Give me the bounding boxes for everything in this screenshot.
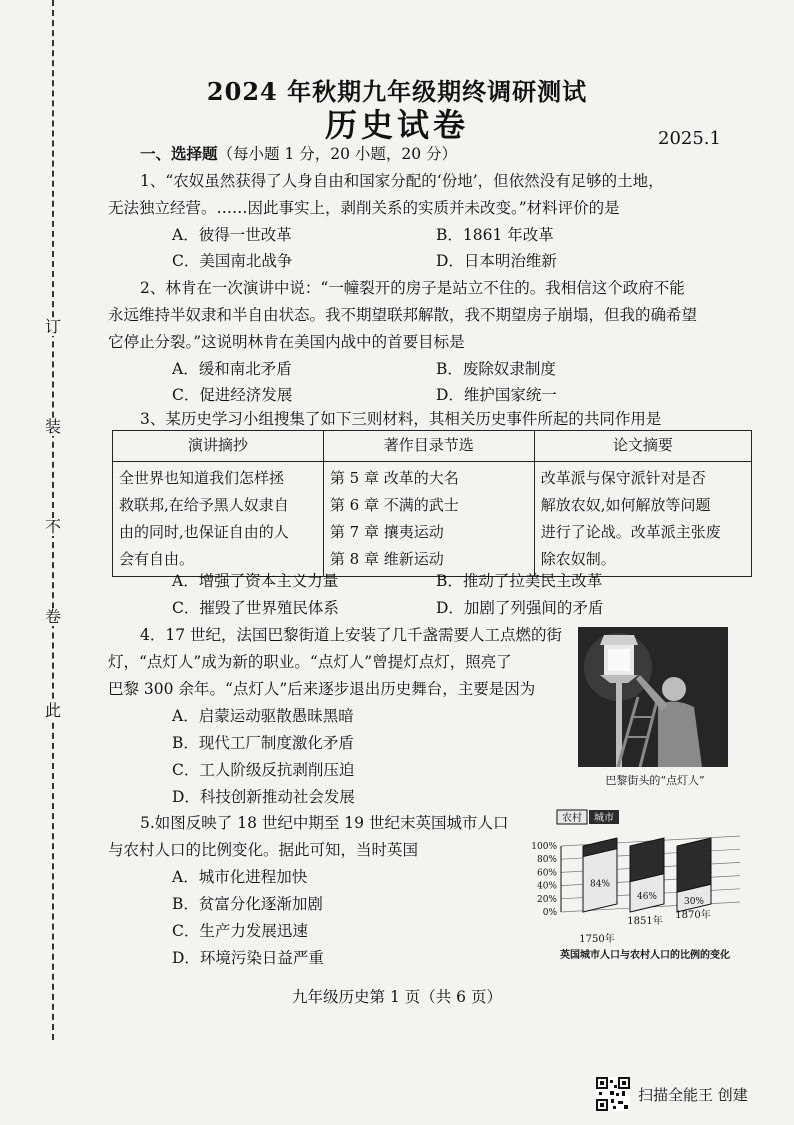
q2-option-b: B．废除奴隶制度 xyxy=(436,360,556,378)
y-tick-label: 60% xyxy=(536,868,557,879)
scanner-watermark: 扫描全能王 创建 xyxy=(638,1086,748,1104)
q5-stem-line1: 5.如图反映了 18 世纪中期至 19 世纪末英国城市人口 xyxy=(140,814,509,832)
exam-date: 2025.1 xyxy=(658,128,721,149)
book-chapter-line: 第 6 章 不满的武士 xyxy=(329,496,459,514)
q3-option-d: D．加剧了列强间的矛盾 xyxy=(436,599,604,617)
q3-option-c: C．摧毁了世界殖民体系 xyxy=(172,599,339,617)
paper-line: 解放农奴,如何解放等问题 xyxy=(540,496,711,514)
subject-title: 历史试卷 xyxy=(324,106,469,144)
book-chapter-line: 第 5 章 改革的大名 xyxy=(329,469,459,487)
q2-option-a: A．缓和南北矛盾 xyxy=(172,360,292,378)
y-tick-label: 100% xyxy=(531,842,557,852)
q4-stem-line3: 巴黎 300 余年。“点灯人”后来逐步退出历史舞台，主要是因为 xyxy=(108,680,536,698)
q5-stem-line2: 与农村人口的比例变化。据此可知，当时英国 xyxy=(108,841,419,859)
section-heading: 一、选择题 xyxy=(140,144,218,163)
q4-option-c: C．工人阶级反抗剥削压迫 xyxy=(172,761,355,779)
speech-line: 全世界也知道我们怎样拯 xyxy=(119,469,285,487)
q4-stem-line1: 4．17 世纪，法国巴黎街道上安装了几千盏需要人工点燃的街 xyxy=(140,626,563,644)
q2-option-d: D．维护国家统一 xyxy=(436,386,557,404)
qr-code-graphic xyxy=(596,1077,630,1111)
legend-label-rural: 农村 xyxy=(562,813,582,824)
q4-stem-line2: 灯，“点灯人”成为新的职业。“点灯人”曾提灯点灯，照亮了 xyxy=(108,653,512,671)
table-header-paper: 论文摘要 xyxy=(534,431,751,462)
paper-line: 除农奴制。 xyxy=(540,550,616,568)
q2-option-c: C．促进经济发展 xyxy=(172,386,293,404)
q5-option-d: D．环境污染日益严重 xyxy=(172,949,324,967)
book-chapter-line: 第 7 章 攘夷运动 xyxy=(329,523,444,541)
q2-stem-line3: 它停止分裂。”这说明林肯在美国内战中的首要目标是 xyxy=(108,333,465,351)
population-chart xyxy=(525,808,755,968)
table-cell-paper xyxy=(534,462,751,577)
exam-title: 2024 年秋期九年级期终调研测试 xyxy=(206,77,588,106)
y-tick-label: 0% xyxy=(542,908,557,918)
q1-option-b: B．1861 年改革 xyxy=(436,226,554,244)
binding-char-ci: 此 xyxy=(44,701,61,720)
x-label-1870: 1870年 xyxy=(675,910,711,921)
table-header-book: 著作目录节选 xyxy=(323,431,534,462)
bar-urban xyxy=(630,838,664,882)
q1-stem-line1: 1、“农奴虽然获得了人身自由和国家分配的‘份地’，但依然没有足够的土地， xyxy=(140,172,664,190)
lamplighter-illustration xyxy=(578,627,728,767)
bar-urban xyxy=(677,838,711,892)
q3-stem: 3、某历史学习小组搜集了如下三则材料，其相关历史事件所起的共同作用是 xyxy=(140,410,662,428)
q5-option-b: B．贫富分化逐渐加剧 xyxy=(172,895,323,913)
q5-option-a: A．城市化进程加快 xyxy=(172,868,308,886)
paper-line: 改革派与保守派针对是否 xyxy=(540,469,706,487)
q2-stem-line2: 永远维持半奴隶和半自由状态。我不期望联邦解散，我不期望房子崩塌，但我的确希望 xyxy=(108,306,698,324)
q1-option-c: C．美国南北战争 xyxy=(172,252,293,270)
book-chapter-line: 第 8 章 维新运动 xyxy=(329,550,444,568)
lamplighter-photo xyxy=(578,627,728,767)
q4-option-b: B．现代工厂制度激化矛盾 xyxy=(172,734,354,752)
q3-option-b: B．推动了拉美民主改革 xyxy=(436,572,603,590)
q1-option-d: D．日本明治维新 xyxy=(436,252,557,270)
q1-option-a: A．彼得一世改革 xyxy=(172,226,292,244)
y-tick-label: 40% xyxy=(536,881,557,892)
table-header-speech: 演讲摘抄 xyxy=(113,431,324,462)
section-heading-row xyxy=(140,143,457,165)
q4-option-d: D．科技创新推动社会发展 xyxy=(172,788,355,806)
x-label-1851: 1851年 xyxy=(627,916,663,927)
paper-line: 进行了论战。改革派主张废 xyxy=(540,523,721,541)
x-label-1750: 1750年 xyxy=(579,934,615,945)
binding-char-ding: 订 xyxy=(44,317,61,336)
q4-option-a: A．启蒙运动驱散愚昧黑暗 xyxy=(172,707,354,725)
q3-material-table xyxy=(112,430,752,577)
bar-rural-label: 84% xyxy=(589,879,611,890)
speech-line: 由的同时,也保证自由的人 xyxy=(119,523,289,541)
y-tick-label: 20% xyxy=(536,894,557,905)
qr-code xyxy=(596,1077,630,1111)
page-footer: 九年级历史第 1 页（共 6 页） xyxy=(292,988,502,1006)
binding-char-zhuang: 装 xyxy=(44,417,61,436)
bar-rural-label: 30% xyxy=(683,897,705,908)
photo-caption: 巴黎街头的“点灯人” xyxy=(605,774,705,787)
population-chart-svg xyxy=(525,808,755,968)
q3-option-a: A．增强了资本主义力量 xyxy=(172,572,339,590)
speech-line: 救联邦,在给予黑人奴隶自 xyxy=(119,496,289,514)
q1-stem-line2: 无法独立经营。……因此事实上，剥削关系的实质并未改变。”材料评价的是 xyxy=(108,199,620,217)
table-cell-speech xyxy=(113,462,324,577)
y-tick-label: 80% xyxy=(536,855,557,866)
binding-char-juan: 卷 xyxy=(44,607,61,626)
q5-option-c: C．生产力发展迅速 xyxy=(172,922,308,940)
section-note: （每小题 1 分，20 小题，20 分） xyxy=(217,145,458,163)
table-cell-book xyxy=(323,462,534,577)
q2-stem-line1: 2、林肯在一次演讲中说：“一幢裂开的房子是站立不住的。我相信这个政府不能 xyxy=(140,279,685,297)
legend-label-urban: 城市 xyxy=(594,813,614,824)
speech-line: 会有自由。 xyxy=(119,550,195,568)
binding-char-bu: 不 xyxy=(44,517,61,536)
bar-rural-label: 46% xyxy=(636,891,658,902)
chart-title: 英国城市人口与农村人口的比例的变化 xyxy=(560,950,730,961)
